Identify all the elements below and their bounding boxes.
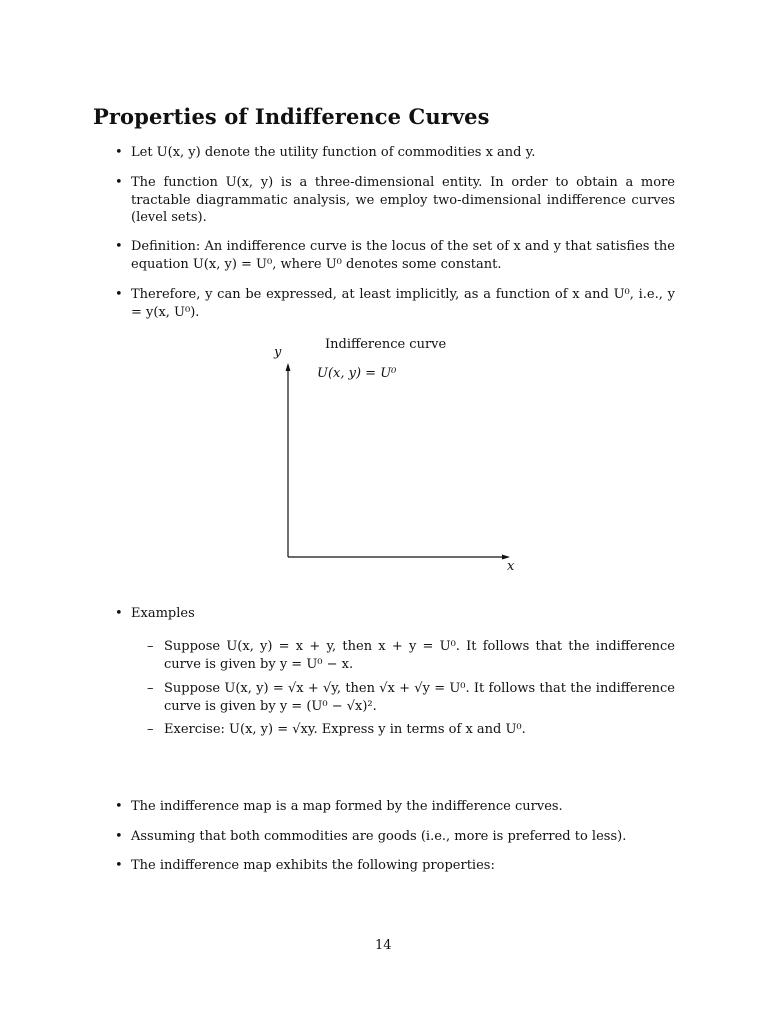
list-item: • Assuming that both commodities are goods (i.e., more is preferred to less). [115,829,627,844]
dash-icon: – [147,639,154,654]
sub-list-item: – Exercise: U(x, y) = √xy. Express y in terms of x and U⁰. [147,722,526,737]
y-axis-label: y [274,345,282,360]
axes-diagram [270,355,520,565]
bullet-icon: • [115,606,123,621]
figure-equation: U(x, y) = U⁰ [317,366,397,381]
list-item: • The indifference map is a map formed by the indifference curves. [115,799,563,814]
x-axis-label: x [507,559,515,574]
list-item: • Therefore, y can be expressed, at least implicitly, as a function of x and U⁰, i.e., y = y(x, U⁰). [115,287,675,320]
dash-icon: – [147,722,154,737]
bullet-icon: • [115,239,123,254]
sub-list-item: – Suppose U(x, y) = √x + √y, then √x + √y = U⁰. It follows that the indifference curve is given by y = (U⁰ − √x)². [147,681,675,714]
dash-icon: – [147,681,154,696]
bullet-icon: • [115,829,123,844]
bullet-icon: • [115,145,123,160]
list-item: • Definition: An indifference curve is the locus of the set of x and y that satisfies the equation U(x, y) = U⁰, where U⁰ denotes some constant. [115,239,675,272]
bullet-icon: • [115,287,123,302]
page-number: 14 [375,938,392,953]
list-item: • Let U(x, y) denote the utility function of commodities x and y. [115,145,536,160]
figure-title: Indifference curve [325,337,447,352]
x-axis-arrow-icon [502,555,510,560]
page-title: Properties of Indifference Curves [93,104,490,129]
sub-list-item: – Suppose U(x, y) = x + y, then x + y = U⁰. It follows that the indifference curve is given by y = U⁰ − x. [147,639,675,672]
list-item: • Examples [115,606,195,621]
list-item: • The function U(x, y) is a three-dimensional entity. In order to obtain a more tractable diagrammatic analysis, we employ two-dimensional indifference curves (level sets). [115,175,675,225]
list-item: • The indifference map exhibits the following properties: [115,858,495,873]
bullet-icon: • [115,858,123,873]
bullet-icon: • [115,175,123,190]
bullet-icon: • [115,799,123,814]
y-axis-arrow-icon [286,363,291,371]
